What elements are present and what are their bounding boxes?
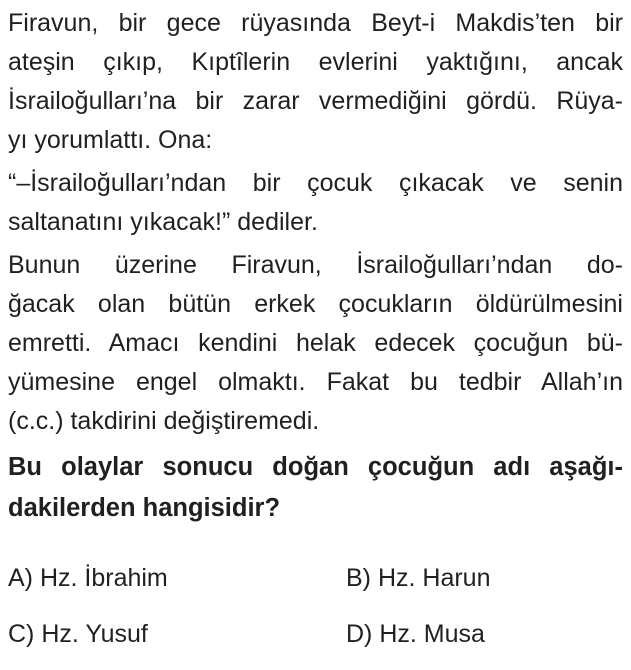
option-a[interactable]: A) Hz. İbrahim — [8, 564, 168, 592]
passage-line: ğacak olan bütün erkek çocukların öldürülmesini — [8, 290, 623, 318]
options-row-2 — [8, 614, 608, 670]
passage-line: emretti. Amacı kendini helak edecek çocuğun bü- — [8, 329, 623, 357]
passage-paragraph-1 — [8, 4, 623, 160]
passage-line: (c.c.) takdirini değiştiremedi. — [8, 407, 320, 435]
passage-line: ateşin çıkıp, Kıptîlerin evlerini yaktığını, ancak — [8, 48, 623, 76]
question-document — [8, 4, 623, 529]
passage-line: yı yorumlattı. Ona: — [8, 126, 213, 154]
passage-line: yümesine engel olmaktı. Fakat bu tedbir Allah’ın — [8, 368, 623, 396]
option-d[interactable]: D) Hz. Musa — [346, 620, 485, 648]
option-b[interactable]: B) Hz. Harun — [346, 564, 491, 592]
option-c[interactable]: C) Hz. Yusuf — [8, 620, 148, 648]
answer-options — [8, 558, 608, 670]
passage-line: saltanatını yıkacak!” dediler. — [8, 208, 318, 236]
question-line: Bu olaylar sonucu doğan çocuğun adı aşağı- — [8, 453, 623, 481]
passage-line: Bunun üzerine Firavun, İsrailoğulları’ndan do- — [8, 251, 623, 279]
passage-paragraph-3 — [8, 246, 623, 441]
question-stem — [8, 447, 623, 529]
passage-paragraph-2 — [8, 164, 623, 242]
passage-line: İsrailoğulları’na bir zarar vermediğini gördü. Rüya- — [8, 87, 623, 115]
passage-line: Firavun, bir gece rüyasında Beyt-i Makdis’ten bir — [8, 9, 623, 37]
passage-line: “–İsrailoğulları’ndan bir çocuk çıkacak ve senin — [8, 169, 623, 197]
question-line: dakilerden hangisidir? — [8, 494, 281, 522]
options-row-1 — [8, 558, 608, 614]
